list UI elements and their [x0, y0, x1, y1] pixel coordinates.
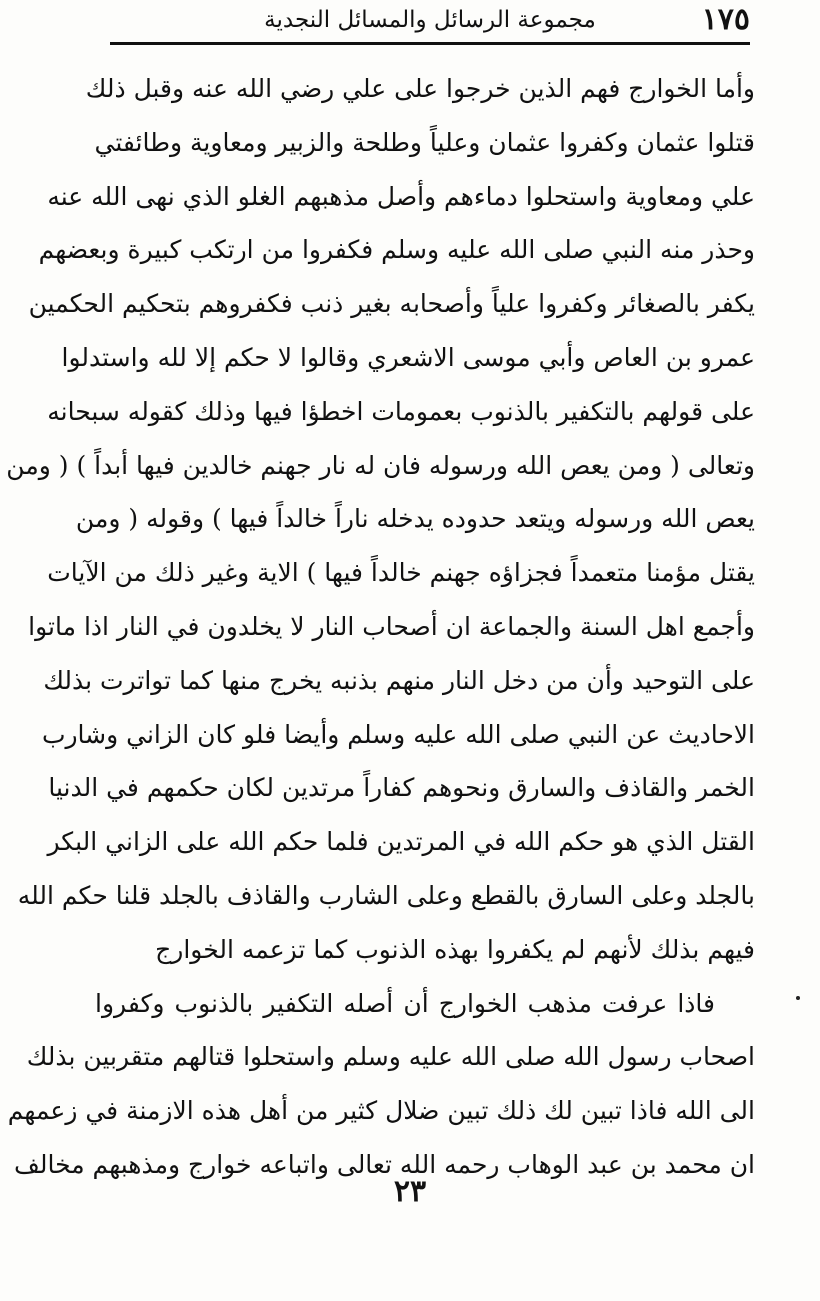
- text-line: الى الله فاذا تبين لك ذلك تبين ضلال كثير من أهل هذه الازمنة في زعمهم: [7, 1096, 755, 1126]
- text-line: القتل الذي هو حكم الله في المرتدين فلما حكم الله على الزاني البكر: [47, 827, 755, 857]
- running-title: مجموعة الرسائل والمسائل النجدية: [264, 7, 596, 33]
- text-line: الخمر والقاذف والسارق ونحوهم كفاراً مرتدين لكان حكمهم في الدنيا: [48, 773, 755, 803]
- text-line: يكفر بالصغائر وكفروا علياً وأصحابه بغير ذنب فكفروهم بتحكيم الحكمين: [28, 289, 755, 319]
- text-line: وتعالى ( ومن يعص الله ورسوله فان له نار جهنم خالدين فيها أبداً ) ( ومن: [6, 450, 755, 480]
- text-line: قتلوا عثمان وكفروا عثمان وعلياً وطلحة والزبير ومعاوية وطائفتي: [94, 127, 755, 157]
- margin-speck: [796, 996, 800, 1000]
- paragraph-start-line: فاذا عرفت مذهب الخوارج أن أصله التكفير بالذنوب وكفروا: [95, 988, 715, 1018]
- page-header: [110, 0, 750, 42]
- signature-number: ٢٣: [393, 1174, 427, 1209]
- text-line: اصحاب رسول الله صلى الله عليه وسلم واستحلوا قتالهم متقربين بذلك: [26, 1042, 755, 1072]
- text-line: على التوحيد وأن من دخل النار منهم بذنبه يخرج منها كما تواترت بذلك: [43, 665, 755, 695]
- text-line: ان محمد بن عبد الوهاب رحمه الله تعالى واتباعه خوارج ومذهبهم مخالف: [13, 1149, 755, 1179]
- text-line: يعص الله ورسوله ويتعد حدوده يدخله ناراً خالداً فيها ) وقوله ( ومن: [75, 504, 755, 534]
- header-rule: [110, 42, 750, 45]
- text-line: علي ومعاوية واستحلوا دماءهم وأصل مذهبهم الغلو الذي نهى الله عنه: [47, 181, 755, 211]
- paragraph-end-line: فيهم بذلك لأنهم لم يكفروا بهذه الذنوب كما تزعمه الخوارج: [155, 934, 755, 964]
- text-line: يقتل مؤمنا متعمداً فجزاؤه جهنم خالداً فيها ) الاية وغير ذلك من الآيات: [47, 558, 755, 588]
- text-line: وأجمع اهل السنة والجماعة ان أصحاب النار لا يخلدون في النار اذا ماتوا: [28, 611, 755, 641]
- text-line: على قولهم بالتكفير بالذنوب بعمومات اخطؤا فيها وذلك كقوله سبحانه: [47, 396, 755, 426]
- text-line: وأما الخوارج فهم الذين خرجوا على علي رضي الله عنه وقبل ذلك: [85, 74, 755, 103]
- page-number: ١٧٥: [701, 2, 750, 37]
- text-line: الاحاديث عن النبي صلى الله عليه وسلم وأيضا فلو كان الزاني وشارب: [41, 719, 755, 749]
- text-line: عمرو بن العاص وأبي موسى الاشعري وقالوا لا حكم إلا لله واستدلوا: [61, 342, 755, 372]
- body-text: [6, 62, 755, 1192]
- text-line: بالجلد وعلى السارق بالقطع وعلى الشارب والقاذف بالجلد قلنا حكم الله: [17, 880, 755, 910]
- text-line: وحذر منه النبي صلى الله عليه وسلم فكفروا من ارتكب كبيرة وبعضهم: [38, 235, 755, 265]
